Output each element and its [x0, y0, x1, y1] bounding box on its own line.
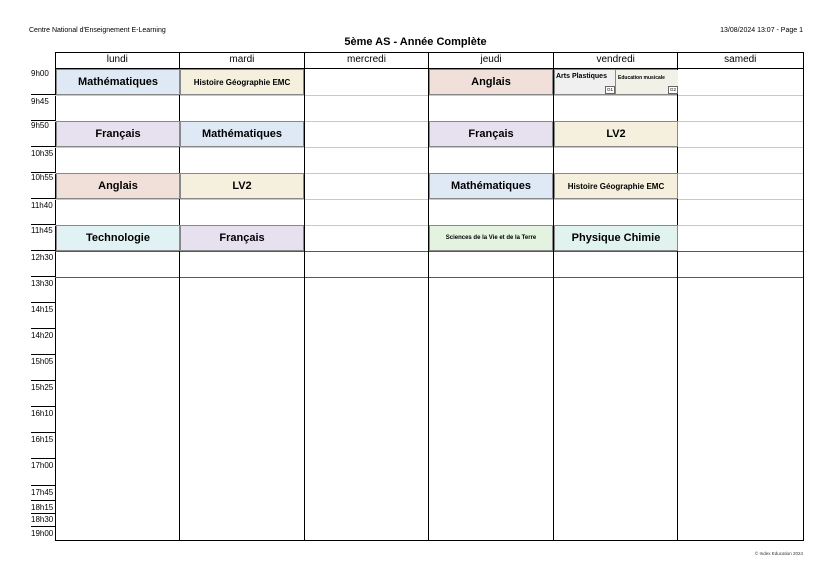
time-label: 17h00: [31, 461, 54, 470]
institution-name: Centre National d'Enseignement E-Learning: [29, 27, 166, 34]
time-label: 11h45: [31, 226, 53, 235]
time-tick: [31, 485, 55, 486]
time-tick: [31, 513, 55, 514]
time-label: 9h00: [31, 69, 49, 78]
course-francais[interactable]: Français: [429, 121, 553, 147]
time-label: 16h10: [31, 409, 54, 418]
course-anglais[interactable]: Anglais: [429, 69, 553, 95]
time-label: 14h15: [31, 305, 54, 314]
course-label: Education musicale: [618, 75, 665, 81]
row-line: [55, 147, 803, 148]
time-tick: [31, 354, 55, 355]
course-mathematiques[interactable]: Mathématiques: [429, 173, 553, 199]
course-arts-plastiques[interactable]: [555, 70, 616, 94]
course-lv2[interactable]: LV2: [554, 121, 678, 147]
time-label: 18h15: [31, 503, 54, 512]
course-anglais[interactable]: Anglais: [56, 173, 180, 199]
time-tick: [31, 172, 55, 173]
page-title: 5ème AS - Année Complète: [344, 36, 487, 48]
course-label: Arts Plastiques: [556, 73, 607, 80]
row-line: [55, 95, 803, 96]
group-badge: G1: [606, 87, 613, 92]
day-header-mercredi: mercredi: [347, 54, 386, 65]
time-tick: [31, 146, 55, 147]
day-separator: [304, 52, 305, 540]
time-tick: [31, 120, 55, 121]
course-histoire-geographie[interactable]: Histoire Géographie EMC: [554, 173, 678, 199]
time-tick: [31, 224, 55, 225]
time-label: 17h45: [31, 488, 54, 497]
time-label: 15h05: [31, 357, 54, 366]
time-label: 14h20: [31, 331, 54, 340]
time-tick: [31, 526, 55, 527]
course-split-arts-musique[interactable]: [554, 69, 677, 95]
course-technologie[interactable]: Technologie: [56, 225, 180, 251]
lunch-start-line: [55, 251, 803, 252]
time-label: 9h50: [31, 121, 49, 130]
group-badge: G2: [669, 87, 676, 92]
time-label: 16h15: [31, 435, 54, 444]
time-label: 13h30: [31, 279, 54, 288]
time-label: 10h55: [31, 173, 54, 182]
day-header-lundi: lundi: [106, 54, 128, 65]
course-lv2[interactable]: LV2: [180, 173, 304, 199]
day-header-mardi: mardi: [229, 54, 255, 65]
time-label: 10h35: [31, 149, 54, 158]
time-label: 15h25: [31, 383, 54, 392]
time-tick: [31, 432, 55, 433]
time-tick: [31, 380, 55, 381]
timetable-grid: [55, 52, 803, 540]
time-tick: [31, 500, 55, 501]
day-header-jeudi: jeudi: [480, 54, 502, 65]
time-label: 11h40: [31, 201, 53, 210]
time-tick: [31, 94, 55, 95]
day-header-vendredi: vendredi: [596, 54, 635, 65]
course-mathematiques[interactable]: Mathématiques: [56, 69, 180, 95]
time-tick: [31, 198, 55, 199]
time-label: 12h30: [31, 253, 54, 262]
course-svt[interactable]: Sciences de la Vie et de la Terre: [429, 225, 553, 251]
day-header-samedi: samedi: [724, 54, 757, 65]
print-date: 13/08/2024 13:07 - Page 1: [720, 27, 803, 34]
copyright-footer: © Index Education 2024: [754, 551, 803, 556]
time-tick: [31, 406, 55, 407]
course-francais[interactable]: Français: [180, 225, 304, 251]
course-physique-chimie[interactable]: Physique Chimie: [554, 225, 678, 251]
time-tick: [31, 458, 55, 459]
course-francais[interactable]: Français: [56, 121, 180, 147]
time-tick: [31, 276, 55, 277]
row-line: [55, 199, 803, 200]
time-tick: [31, 250, 55, 251]
time-tick: [31, 302, 55, 303]
course-mathematiques[interactable]: Mathématiques: [180, 121, 304, 147]
time-label: 18h30: [31, 515, 54, 524]
time-tick: [31, 328, 55, 329]
course-education-musicale[interactable]: [616, 70, 678, 94]
time-label: 19h00: [31, 529, 54, 538]
course-histoire-geographie[interactable]: Histoire Géographie EMC: [180, 69, 304, 95]
time-label: 9h45: [31, 97, 49, 106]
lunch-end-line: [55, 277, 803, 278]
